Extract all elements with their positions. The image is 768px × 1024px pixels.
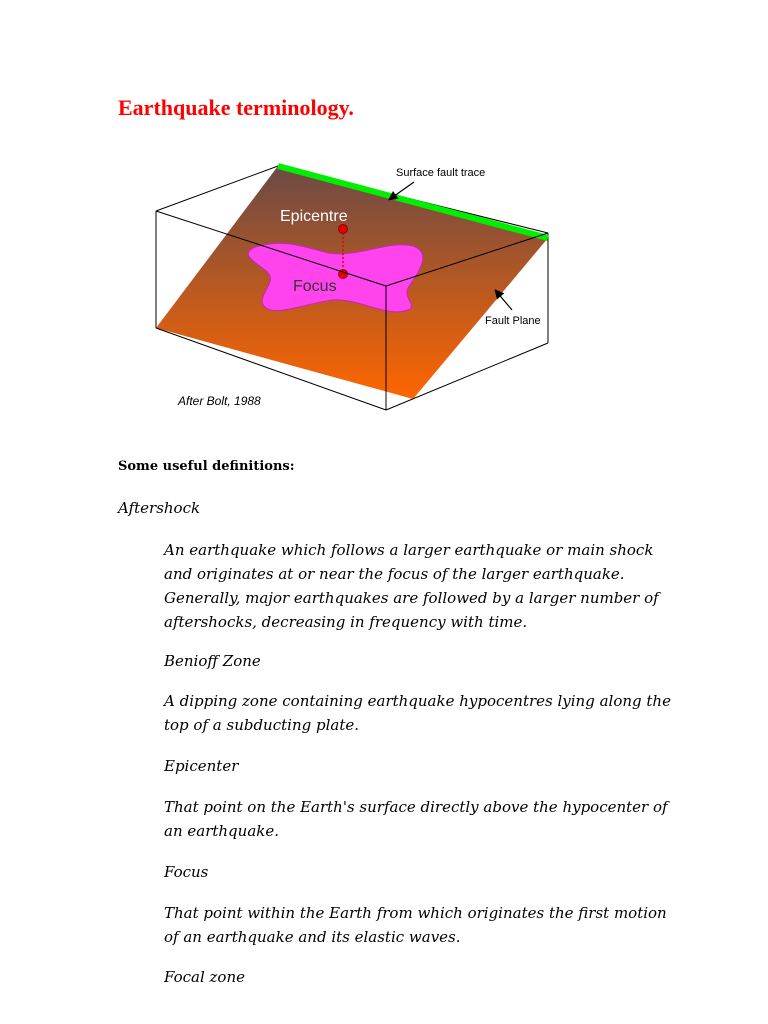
- definition-benioff-zone: [164, 689, 684, 737]
- epicentre-label: Epicentre: [280, 208, 348, 225]
- definition-line: An earthquake which follows a larger earthquake or main shock: [164, 541, 654, 559]
- definition-line: That point on the Earth's surface directly above the hypocenter of: [164, 798, 668, 816]
- definition-line: and originates at or near the focus of the larger earthquake.: [164, 565, 625, 583]
- term-focus: Focus: [164, 863, 209, 881]
- epicentre-marker: [339, 225, 348, 234]
- definition-line: A dipping zone containing earthquake hypocentres lying along the: [164, 692, 671, 710]
- term-aftershock: Aftershock: [118, 499, 201, 517]
- definitions-subheading: Some useful definitions:: [118, 459, 295, 474]
- surface-fault-trace-label: Surface fault trace: [396, 167, 486, 179]
- definition-aftershock: [164, 538, 684, 634]
- page-title: Earthquake terminology.: [118, 95, 354, 120]
- definition-line: an earthquake.: [164, 822, 279, 840]
- fault-block-svg: [118, 158, 558, 430]
- definition-line: aftershocks, decreasing in frequency with time.: [164, 613, 528, 631]
- earthquake-diagram: [118, 158, 558, 430]
- term-benioff-zone: Benioff Zone: [164, 652, 261, 670]
- term-epicenter: Epicenter: [164, 757, 239, 775]
- definition-line: of an earthquake and its elastic waves.: [164, 928, 461, 946]
- term-focal-zone: Focal zone: [164, 968, 245, 986]
- fault-plane-label: Fault Plane: [485, 315, 541, 327]
- definition-focus: [164, 901, 684, 949]
- credit-label: After Bolt, 1988: [178, 394, 261, 408]
- focus-label: Focus: [293, 278, 337, 295]
- definition-epicenter: [164, 795, 684, 843]
- definition-line: top of a subducting plate.: [164, 716, 359, 734]
- definition-line: Generally, major earthquakes are followed by a larger number of: [164, 589, 659, 607]
- definition-line: That point within the Earth from which originates the first motion: [164, 904, 667, 922]
- fault-plane-arrow: [496, 291, 512, 310]
